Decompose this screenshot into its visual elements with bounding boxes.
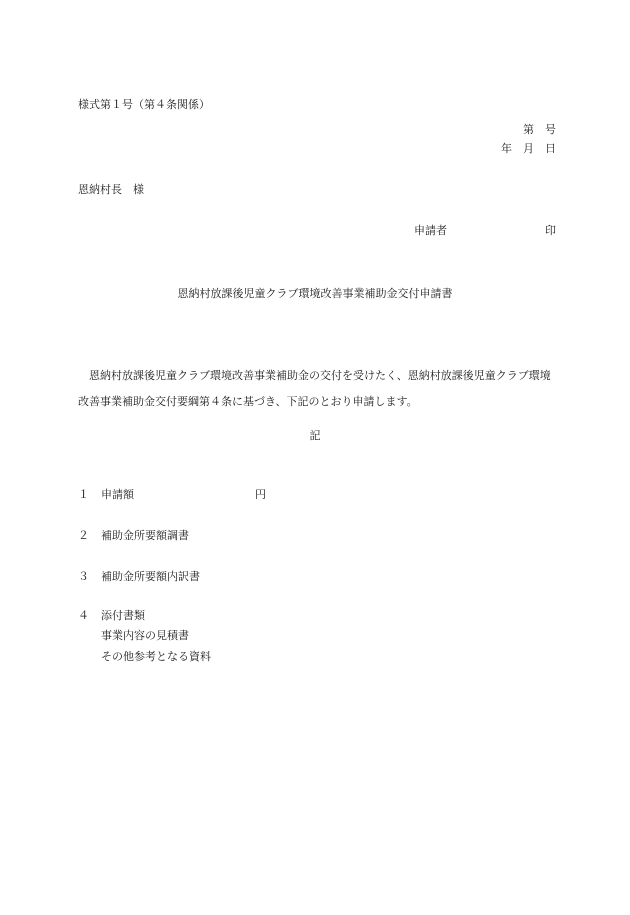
item-label: 申請額 bbox=[101, 488, 134, 501]
attachment-item: 事業内容の見積書 bbox=[101, 629, 189, 642]
list-item bbox=[78, 488, 266, 501]
item-number: １ bbox=[78, 488, 89, 501]
item-label: 補助金所要額調書 bbox=[101, 529, 189, 542]
item-number: ２ bbox=[78, 529, 89, 542]
date-line: 年 月 日 bbox=[501, 142, 556, 155]
addressee: 恩納村長 様 bbox=[78, 183, 144, 196]
item-number: ４ bbox=[78, 609, 89, 622]
list-item bbox=[78, 530, 189, 541]
document-title: 恩納村放課後児童クラブ環境改善事業補助金交付申請書 bbox=[177, 287, 453, 300]
item-label: 補助金所要額内訳書 bbox=[101, 570, 200, 583]
attachment-item: その他参考となる資料 bbox=[101, 650, 211, 663]
amount-unit: 円 bbox=[255, 488, 266, 501]
document-number-line: 第 号 bbox=[523, 123, 556, 136]
ki-heading: 記 bbox=[309, 429, 321, 442]
form-label: 様式第１号（第４条関係） bbox=[78, 98, 210, 111]
body-paragraph: 恩納村放課後児童クラブ環境改善事業補助金の交付を受けたく、恩納村放課後児童クラブ環境改善事業補助金交付要綱第４条に基づき、下記のとおり申請します。 bbox=[78, 369, 551, 408]
seal-mark: 印 bbox=[545, 224, 556, 237]
item-number: ３ bbox=[78, 570, 89, 583]
applicant-label: 申請者 bbox=[414, 224, 447, 237]
list-item bbox=[78, 571, 200, 582]
list-item bbox=[78, 610, 145, 621]
item-label: 添付書類 bbox=[101, 609, 145, 622]
